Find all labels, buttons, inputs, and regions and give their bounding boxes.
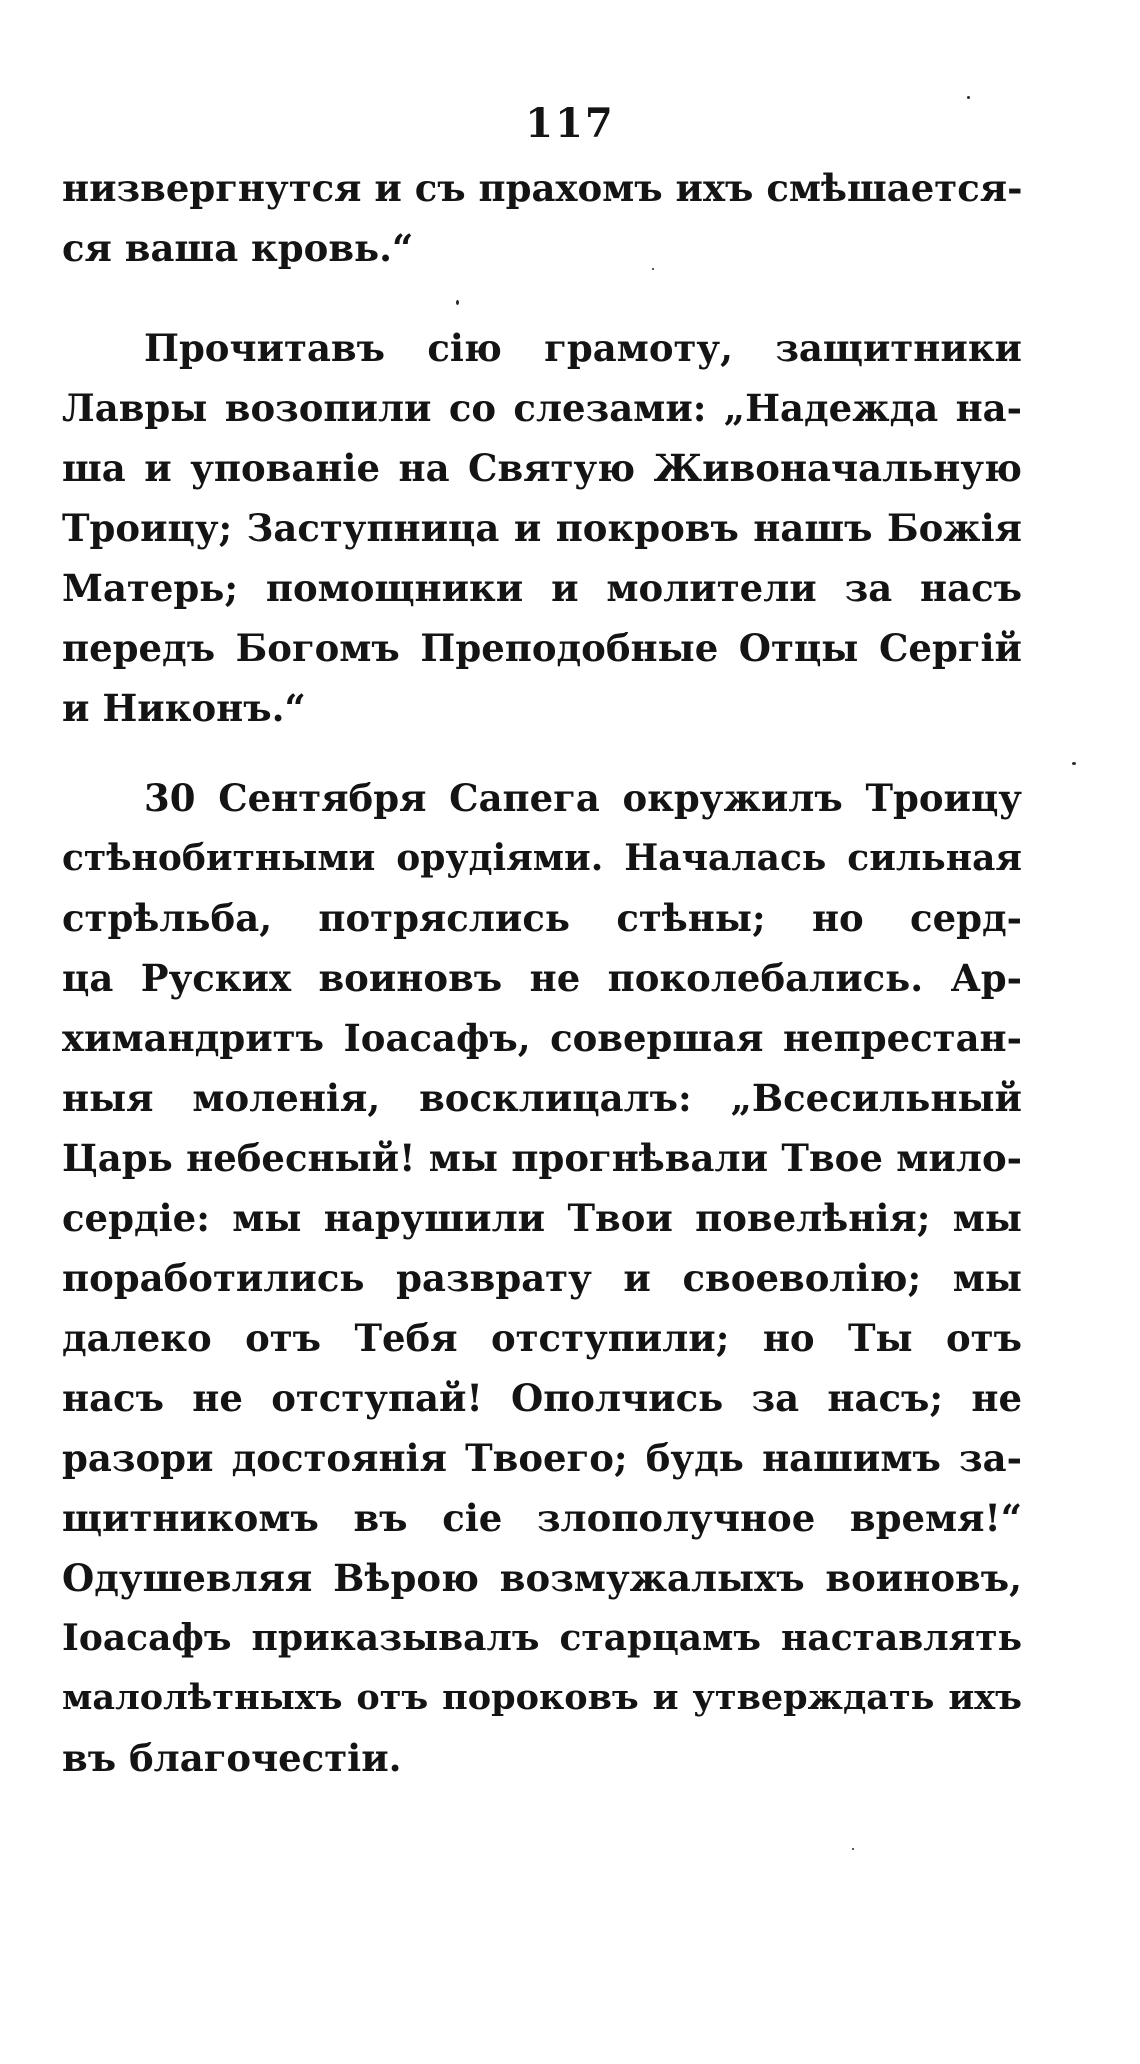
page-number: 117	[525, 100, 615, 147]
text-line: разори достоянія Твоего; будь нашимъ за-	[62, 1436, 1022, 1480]
text-line: далеко отъ Тебя отступили; но Ты отъ	[62, 1316, 1022, 1360]
text-line: сердіе: мы нарушили Твои повелѣнія; мы	[62, 1196, 1022, 1240]
scan-speck	[967, 96, 970, 99]
text-line: ца Руских воиновъ не поколебались. Ар-	[62, 956, 1022, 1000]
text-line: поработились разврату и своеволію; мы	[62, 1256, 1022, 1300]
text-line: стѣнобитными орудіями. Началась сильная	[62, 837, 1022, 879]
text-line: ся ваша кровь.“	[62, 226, 414, 270]
text-line: 30 Сентября Сапега окружилъ Троицу	[144, 776, 1022, 820]
text-line: Троицу; Заступница и покровъ нашъ Божія	[62, 506, 1022, 550]
paragraph-2	[62, 318, 1022, 738]
text-line: Матерь; помощники и молители за насъ	[62, 566, 1022, 610]
text-line: Лавры возопили со слезами: „Надежда на-	[62, 386, 1022, 430]
text-line: и Никонъ.“	[62, 686, 306, 730]
scan-speck	[1072, 762, 1076, 765]
text-line: Царь небесный! мы прогнѣвали Твое мило-	[62, 1136, 1022, 1180]
text-line: Одушевляя Вѣрою возмужалыхъ воиновъ,	[62, 1556, 1022, 1600]
text-line: щитникомъ въ сіе злополучное время!“	[62, 1496, 1022, 1540]
scan-speck	[852, 1848, 854, 1850]
text-line: насъ не отступай! Ополчись за насъ; не	[62, 1376, 1022, 1420]
text-line: ша и упованіе на Святую Живоначальную	[62, 446, 1022, 490]
text-line: малолѣтныхъ отъ пороковъ и утверждать ихъ	[62, 1677, 1022, 1718]
text-line: въ благочестіи.	[62, 1736, 402, 1780]
text-line: Прочитавъ сію грамоту, защитники	[144, 326, 1022, 370]
text-line: Іоасафъ приказывалъ старцамъ наставлять	[62, 1617, 1022, 1659]
paragraph-3	[62, 768, 1022, 1788]
scan-speck	[456, 300, 459, 305]
text-line: ныя моленія, восклицалъ: „Всесильный	[62, 1076, 1022, 1120]
text-line: передъ Богомъ Преподобные Отцы Сергій	[62, 626, 1022, 670]
paragraph-1	[62, 158, 1022, 278]
text-line: стрѣльба, потряслись стѣны; но серд-	[62, 896, 1022, 940]
scan-speck	[652, 268, 654, 270]
text-line: низвергнутся и съ прахомъ ихъ смѣшается-	[62, 166, 1023, 210]
text-line: химандритъ Іоасафъ, совершая непрестан-	[62, 1016, 1022, 1060]
